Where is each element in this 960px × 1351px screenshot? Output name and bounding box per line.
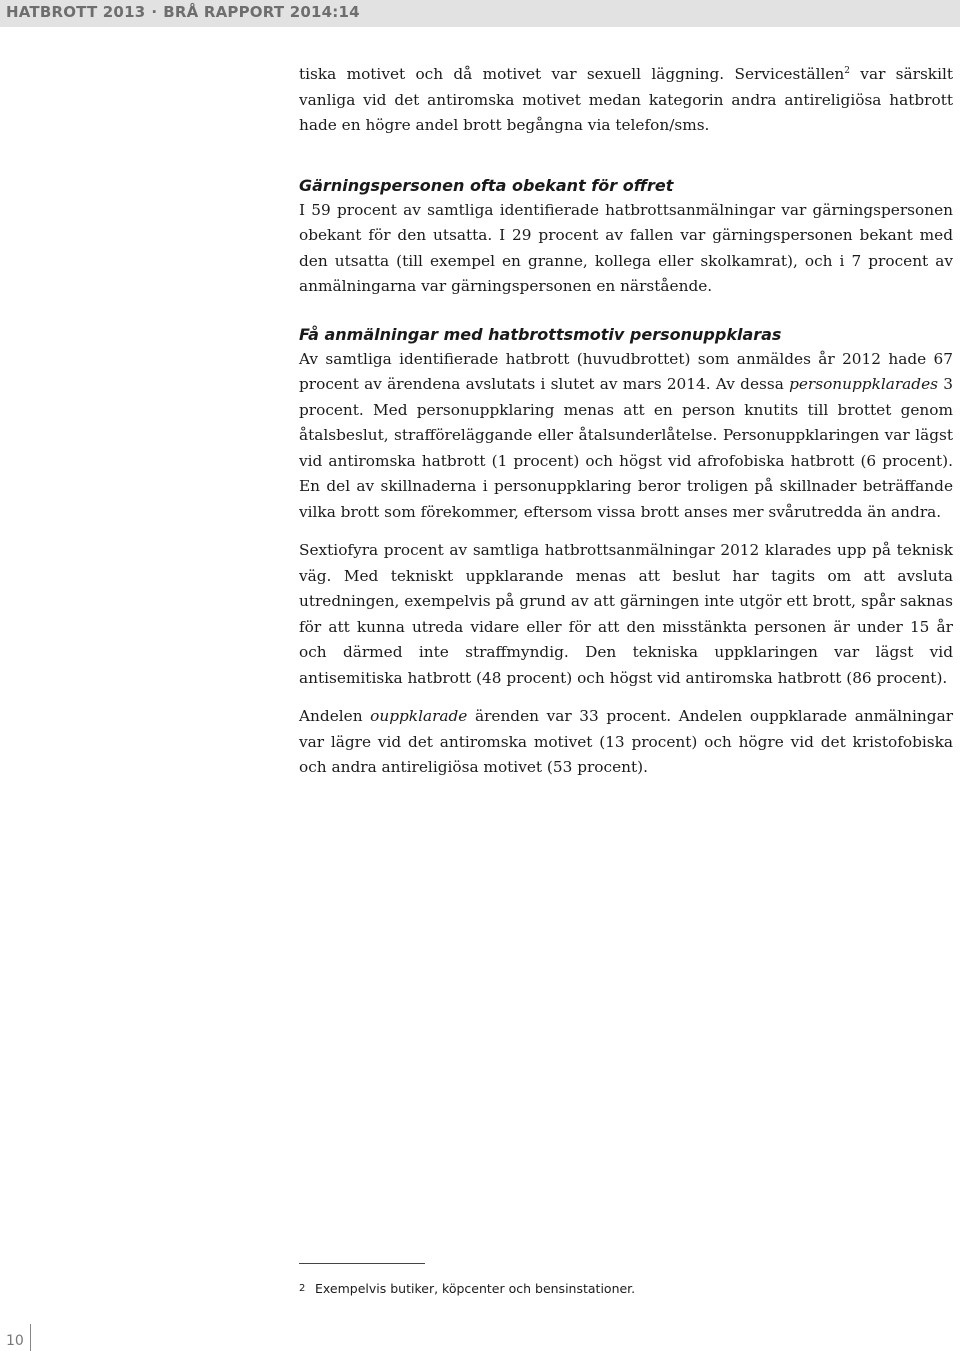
page-number-rule: [30, 1324, 31, 1351]
header-title: HATBROTT 2013: [6, 3, 146, 21]
footnote-number: 2: [299, 1283, 306, 1294]
header-report: BRÅ RAPPORT 2014:14: [163, 3, 360, 21]
footnote-text: Exempelvis butiker, köpcenter och bensinstationer.: [315, 1281, 636, 1296]
footnote-reference: 2: [844, 66, 851, 76]
header-separator: ·: [151, 3, 158, 21]
paragraph-text: var särskilt vanliga vid det antiromska motivet medan kategorin andra antireligiösa hatbrott hade en högre andel brott begångna via telefon/sms.: [299, 65, 954, 134]
running-header: [0, 0, 960, 27]
emphasis-term: personuppklarades: [789, 375, 938, 393]
paragraph-text: ärenden var 33 procent. Andelen ouppklarade anmälningar var lägre vid det antiromska motivet (13 procent) och högre vid det kristofobiska och andra antireligiösa motivet (53 procent).: [299, 707, 954, 776]
section-heading-offender: Gärningspersonen ofta obekant för offret: [299, 175, 674, 195]
paragraph-offender: I 59 procent av samtliga identifierade hatbrottsanmälningar var gärningspersonen obekant för den utsatta. I 29 procent av fallen var gärningspersonen bekant med den utsatta (till exempel en granne, kollega eller skolkamrat), och i 7 procent av anmälningarna var gärningspersonen en närstående.: [299, 200, 953, 295]
paragraph-clearance: [299, 347, 953, 526]
body-text: [299, 62, 953, 781]
paragraph-continued: [299, 62, 953, 139]
footnote-divider: [299, 1263, 425, 1264]
emphasis-term: ouppklarade: [370, 707, 468, 725]
paragraph-text: tiska motivet och då motivet var sexuell läggning. Serviceställen: [299, 65, 845, 83]
paragraph-technical-clearance: Sextiofyra procent av samtliga hatbrottsanmälningar 2012 klarades upp på teknisk väg. Med tekniskt uppklarande menas att beslut har tagits om att avsluta utredningen, exempelvis på grund av att gärningen inte utgör ett brott, spår saknas för att kunna utreda vidare eller för att den misstänkta personen är under 15 år och därmed inte straffmyndig. Den tekniska uppklaringen var lägst vid antisemitiska hatbrott (48 procent) och högst vid antiromska hatbrott (86 procent).: [299, 541, 953, 687]
section-heading-clearance: Få anmälningar med hatbrottsmotiv personuppklaras: [299, 324, 782, 344]
paragraph-text: Av samtliga identifierade hatbrott (huvudbrottet) som anmäldes år 2012 hade 67 procent av ärendena avslutats i slutet av mars 2014. Av dessa: [299, 349, 953, 393]
footnote: [299, 1281, 635, 1296]
running-header-text: [6, 3, 360, 21]
paragraph-unsolved: [299, 704, 953, 781]
page-number: 10: [6, 1333, 24, 1349]
paragraph-text: Andelen: [299, 707, 371, 725]
paragraph-text: 3 procent. Med personuppklaring menas att en person knutits till brottet genom åtalsbeslut, strafföreläggande eller åtalsunderlåtelse. Personuppklaringen var lägst vid antiromska hatbrott (1 procent) och högst vid afrofobiska hatbrott (6 procent). En del av skillnaderna i personuppklaring beror troligen på skillnader beträffande vilka brott som förekommer, eftersom vissa brott anses mer svårutredda än andra.: [299, 375, 953, 521]
